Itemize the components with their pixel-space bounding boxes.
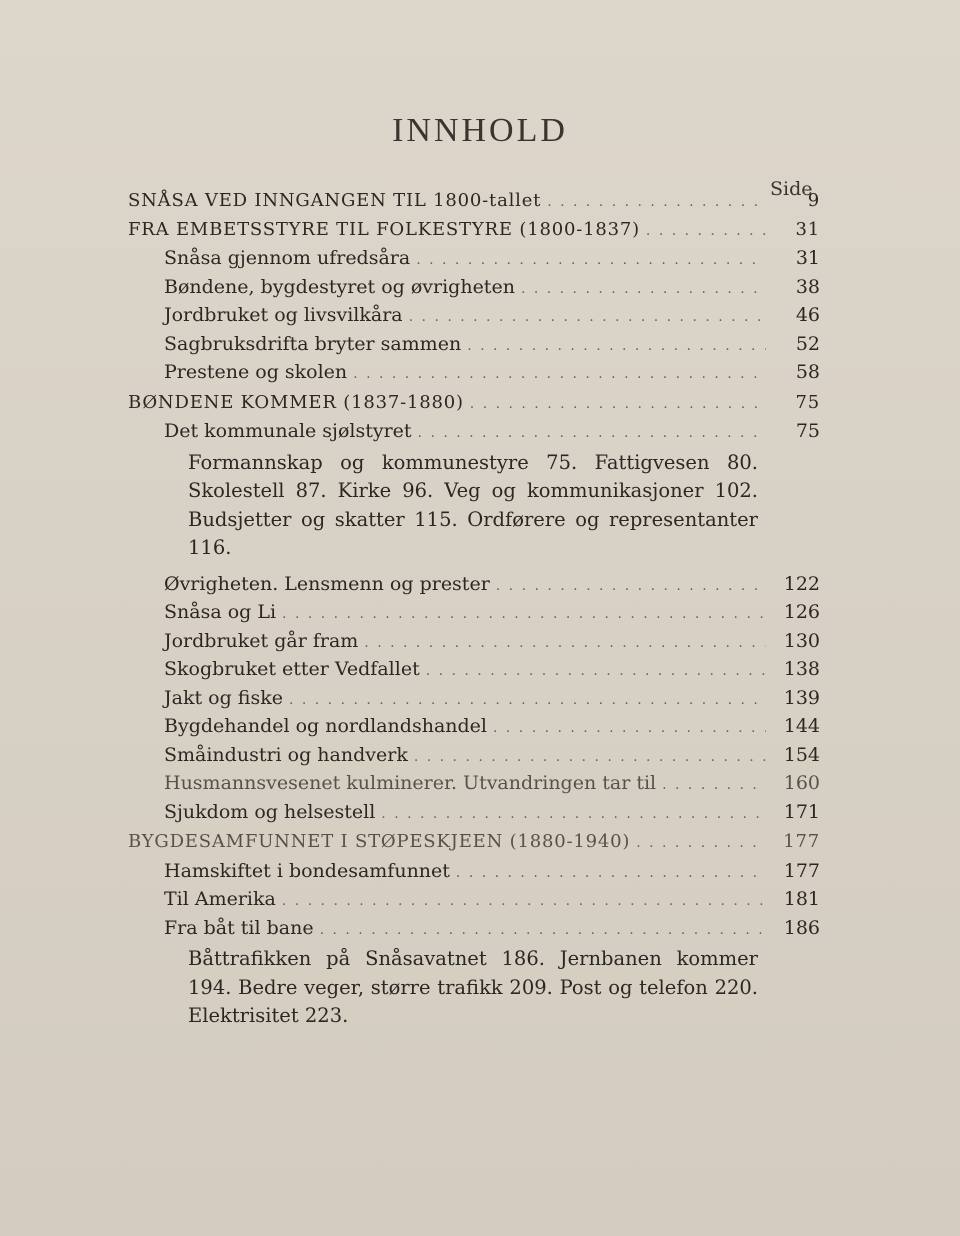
toc-page-number: 126	[783, 601, 820, 623]
dot-leader	[282, 606, 766, 622]
toc-section-title: Sjukdom og helsestell	[164, 800, 376, 823]
toc-page-number: 9	[807, 190, 820, 211]
toc-chapter	[128, 219, 820, 248]
toc-section-title: Til Amerika	[164, 888, 276, 910]
toc-page-number: 139	[783, 686, 820, 709]
toc-section-title: Sagbruksdrifta bryter sammen	[164, 332, 462, 355]
toc-page-number: 46	[795, 304, 820, 326]
dot-leader	[456, 865, 766, 881]
toc-page-number: 31	[795, 218, 820, 240]
table-of-contents	[128, 190, 820, 1041]
toc-section-title: Fra båt til bane	[164, 916, 314, 939]
toc-section-title: Det kommunale sjølstyret	[164, 420, 412, 442]
toc-section-title: Hamskiftet i bondesamfunnet	[164, 859, 450, 882]
dot-leader	[493, 720, 766, 736]
toc-page-number: 75	[795, 420, 820, 442]
toc-section	[128, 917, 820, 946]
toc-page-number: 186	[783, 916, 820, 939]
toc-chapter-title: BØNDENE KOMMER (1837-1880)	[128, 391, 464, 413]
dot-leader	[636, 835, 766, 851]
toc-section	[128, 801, 820, 830]
dot-leader	[289, 692, 766, 708]
dot-leader	[416, 252, 766, 268]
toc-section-title: Jordbruket og livsvilkåra	[164, 304, 403, 326]
toc-section	[128, 715, 820, 744]
toc-page-number: 138	[783, 658, 820, 680]
toc-section-title: Skogbruket etter Vedfallet	[164, 658, 420, 680]
toc-chapter-title: BYGDESAMFUNNET I STØPESKJEEN (1880-1940)	[128, 831, 631, 852]
toc-section-title: Bygdehandel og nordlandshandel	[164, 715, 487, 737]
dot-leader	[409, 309, 766, 325]
dot-leader	[418, 425, 766, 441]
dot-leader	[353, 366, 766, 382]
toc-section	[128, 247, 820, 276]
toc-section-title: Snåsa og Li	[164, 601, 277, 623]
toc-section	[128, 304, 820, 333]
toc-chapter-title: SNÅSA VED INNGANGEN TIL 1800-tallet	[128, 190, 542, 211]
toc-page-number: 160	[783, 772, 820, 794]
toc-subsection-summary: Formannskap og kommunestyre 75. Fattigvesen 80. Skolestell 87. Kirke 96. Veg og kommunikasjoner 102. Budsjetter og skatter 115. Ordførere og representanter 116.	[188, 450, 758, 559]
toc-section	[128, 333, 820, 362]
toc-section	[128, 361, 820, 390]
dot-leader	[320, 922, 766, 938]
toc-page-number: 122	[783, 572, 820, 595]
toc-section	[128, 276, 820, 305]
toc-section	[128, 601, 820, 630]
dot-leader	[426, 663, 766, 679]
toc-page-number: 52	[795, 332, 820, 355]
dot-leader	[470, 396, 766, 412]
toc-section	[128, 860, 820, 889]
page-column-header: Side	[770, 178, 813, 200]
toc-section-title: Bøndene, bygdestyret og øvrigheten	[164, 275, 515, 298]
toc-section-title: Småindustri og handverk	[164, 743, 408, 766]
toc-section	[128, 420, 820, 449]
toc-page-number: 38	[795, 275, 820, 298]
toc-section-title: Snåsa gjennom ufredsåra	[164, 247, 411, 269]
toc-section	[128, 772, 820, 801]
toc-page-number: 75	[795, 391, 820, 413]
toc-section-title: Prestene og skolen	[164, 361, 348, 383]
toc-subsection-summary: Båttrafikken på Snåsavatnet 186. Jernbanen kommer 194. Bedre veger, større trafikk 209. Post og telefon 220. Elektrisitet 223.	[188, 947, 758, 1027]
dot-leader	[364, 635, 766, 651]
dot-leader	[467, 338, 766, 354]
toc-section	[128, 573, 820, 602]
toc-chapter-title: FRA EMBETSSTYRE TIL FOLKESTYRE (1800-1837)	[128, 218, 640, 240]
toc-page-number: 144	[783, 715, 820, 737]
toc-section	[128, 630, 820, 659]
dot-leader	[646, 223, 766, 239]
toc-chapter	[128, 190, 820, 219]
toc-section	[128, 888, 820, 917]
dot-leader	[521, 281, 766, 297]
dot-leader	[547, 194, 766, 210]
toc-page-number: 171	[783, 800, 820, 823]
dot-leader	[381, 806, 766, 822]
toc-page-number: 58	[795, 361, 820, 383]
toc-page-number: 154	[783, 743, 820, 766]
dot-leader	[414, 749, 766, 765]
toc-page-number: 130	[783, 629, 820, 652]
dot-leader	[282, 893, 766, 909]
toc-section-title: Øvrigheten. Lensmenn og prester	[164, 572, 490, 595]
toc-section	[128, 658, 820, 687]
toc-chapter	[128, 392, 820, 421]
dot-leader	[496, 578, 766, 594]
toc-section	[128, 687, 820, 716]
toc-section-title: Jakt og fiske	[164, 686, 283, 709]
toc-chapter	[128, 831, 820, 860]
toc-page-number: 177	[783, 831, 820, 852]
toc-page-number: 177	[783, 859, 820, 882]
toc-section-title: Jordbruket går fram	[164, 629, 359, 652]
page-title: INNHOLD	[392, 112, 568, 149]
toc-page-number: 31	[795, 247, 820, 269]
dot-leader	[662, 777, 766, 793]
toc-section-title: Husmannsvesenet kulminerer. Utvandringen tar til	[164, 772, 657, 794]
toc-page-number: 181	[783, 888, 820, 910]
toc-section	[128, 744, 820, 773]
